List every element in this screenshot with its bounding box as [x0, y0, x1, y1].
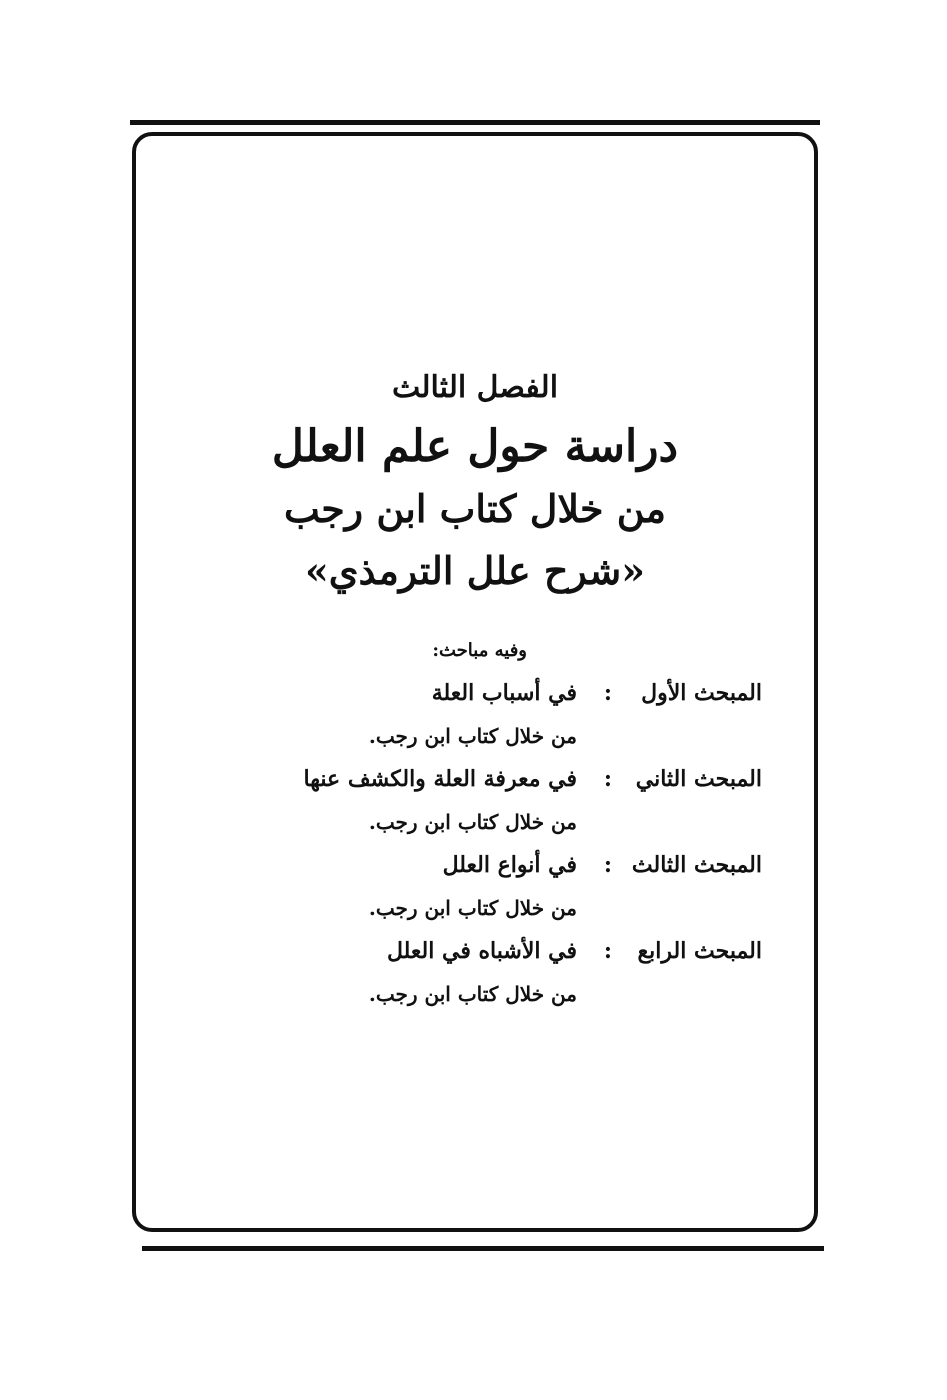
- section-colon: :: [603, 680, 612, 706]
- section-topic: في أنواع العلل: [442, 852, 577, 878]
- subtitle-line-1: من خلال كتاب ابن رجب: [283, 486, 667, 531]
- section-label: المبحث الأول: [641, 680, 762, 706]
- section-source: من خلال كتاب ابن رجب.: [368, 896, 577, 920]
- section-topic: في معرفة العلة والكشف عنها: [303, 766, 577, 792]
- section-topic: في أسباب العلة: [431, 680, 577, 706]
- subtitle-line-2: «شرح علل الترمذي»: [305, 548, 645, 593]
- section-label: المبحث الثاني: [635, 766, 762, 792]
- section-label: المبحث الثالث: [631, 852, 762, 878]
- chapter-title: دراسة حول علم العلل: [271, 421, 679, 472]
- bottom-rule: [142, 1246, 824, 1251]
- section-colon: :: [603, 852, 612, 878]
- sections-intro: وفيه مباحث:: [432, 640, 527, 661]
- section-label: المبحث الرابع: [637, 938, 762, 964]
- chapter-heading: الفصل الثالث: [391, 370, 559, 405]
- section-colon: :: [603, 766, 612, 792]
- section-topic: في الأشباه في العلل: [386, 938, 577, 964]
- section-colon: :: [603, 938, 612, 964]
- section-source: من خلال كتاب ابن رجب.: [368, 982, 577, 1006]
- section-source: من خلال كتاب ابن رجب.: [368, 810, 577, 834]
- section-source: من خلال كتاب ابن رجب.: [368, 724, 577, 748]
- top-rule: [130, 120, 820, 125]
- title-block: [160, 360, 790, 602]
